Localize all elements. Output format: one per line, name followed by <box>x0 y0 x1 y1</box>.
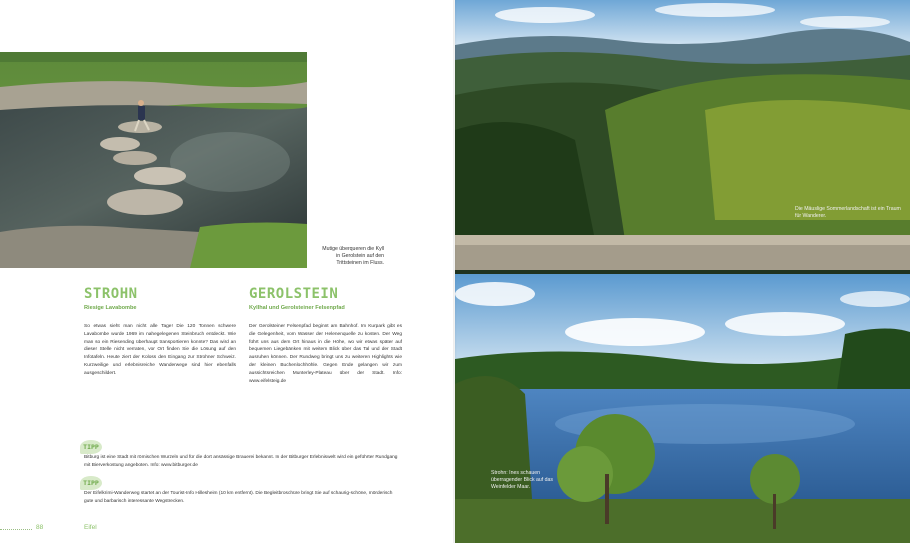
section-subtitle-strohn: Riesige Lavabombe <box>84 305 137 311</box>
tip-text-1: Bitburg ist eine Stadt mit römischen Wurzeln und für die dort ansässige Brauerei bekannt. In der Bitburger Erlebniswelt wird ein geführter Rundgang mit Bierverkostung angeboten. Info: www.bitburger.de <box>84 455 398 468</box>
photo-caption: Mutige überqueren die Kyll in Gerolstein auf den Trittsteinen im Fluss. <box>322 246 384 266</box>
bottom-photo-caption: Strohn: Ines schauen überragender Blick auf das Weinfelder Maar. <box>491 470 553 490</box>
hill-landscape-photo <box>455 0 910 270</box>
section-title-gerolstein: GEROLSTEIN <box>249 286 339 302</box>
body-text-strohn: So etwas sieht man nicht alle Tage! Die 120 Tonnen schwere Lavabombe wurde 1969 im nahegelegenen Steinbruch entdeckt. Wie man so ein Riesending überhaupt transportieren konnte? Das wird an dieser Stelle nicht verraten, vor Ort finden Sie die Lösung auf den Infotafeln. Heute ziert der Koloss den Eingang zur Strohner Schweiz. Kurzweilige und erlebnisreiche Wanderwege sind hier ebenfalls ausgeschildert. <box>84 324 236 376</box>
hill-photo-illustration <box>455 0 910 270</box>
section-subtitle-gerolstein: Kyllhal und Gerolsteiner Felsenpfad <box>249 305 345 311</box>
section-title-strohn: STROHN <box>84 286 138 302</box>
page-number: 88 <box>36 524 44 531</box>
book-gutter-shadow <box>453 0 457 543</box>
top-photo-caption: Die Mäuslige Sommerlandschaft ist ein Traum für Wanderer. <box>795 206 901 219</box>
body-text-gerolstein: Der Gerolsteiner Felsenpfad beginnt am Bahnhof. Im Kurpark gibt es die Gelegenheit, vom Wasser der Helenenquelle zu kosten. Der Weg führt uns aus dem Ort hinaus in die Höhe, wo wir etwas später auf bequemen Liegebänken mit weitem Blick über das Tal und der Stadt ausruhen können. Der Rundweg bringt uns zu weiteren Highlights wie der kleinen Buchenlochhöhle. Gegen Ende gelangen wir zum aussichtsreichen Munterley-Plateau über der Stadt. Info: www.eifelsteig.de <box>249 324 402 384</box>
footer-region-label: Eifel <box>84 524 97 531</box>
tip-badge-1: TIPP <box>80 440 102 454</box>
river-photo-illustration <box>0 52 307 268</box>
tip-text-2: Der Eifelkrimi-Wanderweg startet an der Tourist-Info Hillesheim (10 km entfernt). Die Begleitbroschüre bringt Sie auf schaurig-schöne, mörderisch gute und barbarisch interessante Wegstrecken. <box>84 491 393 504</box>
river-stepping-stones-photo <box>0 52 307 268</box>
tip-badge-2: TIPP <box>80 476 102 490</box>
footer-dots <box>0 529 32 530</box>
right-page <box>455 0 910 543</box>
lake-maar-photo <box>455 274 910 543</box>
lake-photo-illustration <box>455 274 910 543</box>
